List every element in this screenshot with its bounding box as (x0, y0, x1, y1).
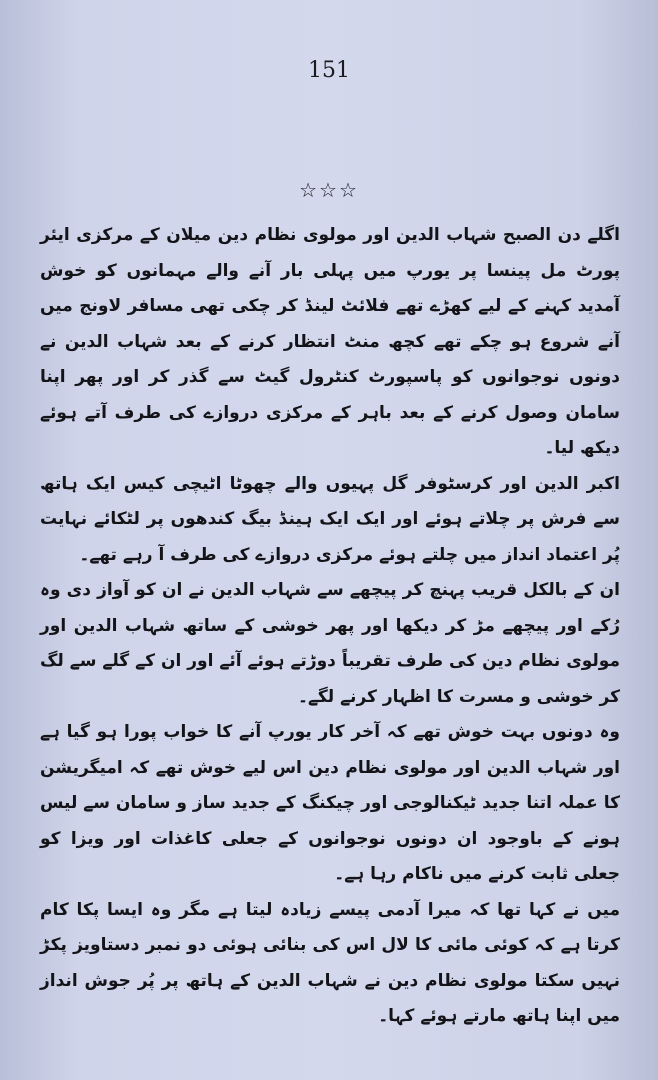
paragraph-5: میں نے کہا تھا کہ میرا آدمی پیسے زیادہ لیتا ہے مگر وہ ایسا پکا کام کرتا ہے کہ کوئی مائی کا لال اس کی بنائی ہوئی دو نمبر دستاویز پکڑ نہیں سکتا مولوی نظام دین نے شہاب الدین کے ہاتھ پر پُر جوش انداز میں اپنا ہاتھ مارتے ہوئے کہا۔ (40, 899, 620, 1026)
paragraph-2: اکبر الدین اور کرسٹوفر گل پہیوں والے چھوٹا اٹیچی کیس ایک ہاتھ سے فرش پر چلاتے ہوئے اور ایک ایک ہینڈ بیگ کندھوں پر لٹکائے نہایت پُر اعتماد انداز میں چلتے ہوئے مرکزی دروازے کی طرف آ رہے تھے۔ (40, 473, 620, 565)
section-separator-stars: ☆☆☆ (299, 178, 359, 202)
paragraph-3: ان کے بالکل قریب پہنچ کر پیچھے سے شہاب الدین نے ان کو آواز دی وہ رُکے اور پیچھے مڑ کر دیکھا اور پھر خوشی کے ساتھ شہاب الدین اور مولوی نظام دین کی طرف تقریباً دوڑتے ہوئے آئے اور ان کے گلے سے لگ کر خوشی و مسرت کا اظہار کرنے لگے۔ (40, 580, 620, 707)
paragraph-1: اگلے دن الصبح شہاب الدین اور مولوی نظام دین میلان کے مرکزی ایئر پورٹ مل پینسا پر یورپ میں پہلی بار آنے والے مہمانوں کو خوش آمدید کہنے کے لیے کھڑے تھے فلائٹ لینڈ کر چکی تھی مسافر لاونج میں آنے شروع ہو چکے تھے کچھ منٹ انتظار کرنے کے بعد شہاب الدین نے دونوں نوجوانوں کو پاسپورٹ کنٹرول گیٹ سے گذر کر اور پھر اپنا سامان وصول کرنے کے بعد باہر کے مرکزی دروازے کی طرف آتے ہوئے دیکھ لیا۔ (40, 225, 620, 458)
paragraph-4: وہ دونوں بہت خوش تھے کہ آخر کار یورپ آنے کا خواب پورا ہو گیا ہے اور شہاب الدین اور مولوی نظام دین اس لیے خوش تھے کہ امیگریشن کا عملہ اتنا جدید ٹیکنالوجی اور چیکنگ کے جدید ساز و سامان سے لیس ہونے کے باوجود ان دونوں نوجوانوں کے جعلی کاغذات اور ویزا کو جعلی ثابت کرنے میں ناکام رہا ہے۔ (40, 722, 620, 884)
page-number: 151 (308, 58, 350, 83)
body-text (40, 218, 620, 1035)
